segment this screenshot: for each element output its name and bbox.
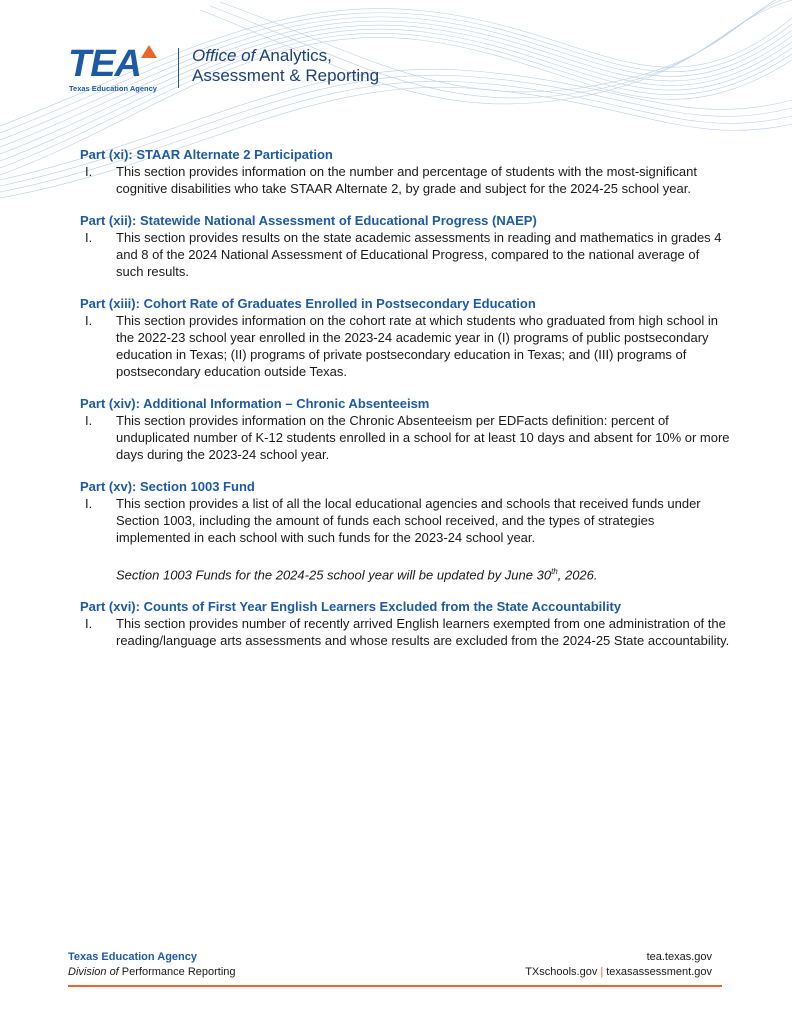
- note-text-end: , 2026.: [557, 567, 598, 583]
- footer-agency: Texas Education Agency: [68, 951, 197, 963]
- note-superscript: th: [551, 567, 558, 576]
- section-heading: Part (xvi): Counts of First Year English Learners Excluded from the State Accountability: [80, 599, 622, 615]
- section-xv: [80, 478, 730, 583]
- logo-letters: TEA: [68, 43, 141, 85]
- item-numeral: I.: [85, 413, 93, 428]
- section-heading: Part (xiv): Additional Information – Chronic Absenteeism: [80, 396, 430, 411]
- list-item: [80, 412, 730, 463]
- list-item: [80, 312, 730, 380]
- section-xvi: [80, 598, 730, 649]
- footer-division: [68, 965, 236, 980]
- logo-subtitle: Texas Education Agency: [69, 84, 157, 93]
- item-text: This section provides a list of all the local educational agencies and schools that received funds under Section 1003, including the amount of funds each school received, and the types of strategies implemented in each school with such funds for the 2023-24 school year.: [116, 496, 701, 545]
- section-xiv: [80, 395, 730, 463]
- item-numeral: I.: [85, 616, 93, 632]
- item-numeral: I.: [85, 164, 93, 179]
- footer-right: [525, 950, 712, 980]
- item-text: This section provides information on the cohort rate at which students who graduated from high school in the 2022-23 school year enrolled in the 2023-24 academic year in (I) programs of public postsecondary education in Texas; (II) programs of private postsecondary education in Texas; and (III) programs of postsecondary education outside Texas.: [116, 313, 718, 379]
- office-line2: Assessment & Reporting: [192, 66, 380, 85]
- header-divider: [178, 48, 179, 88]
- main-content: [80, 146, 730, 664]
- division-rest: Performance Reporting: [118, 966, 236, 978]
- section-heading: Part (xi): STAAR Alternate 2 Participation: [80, 147, 333, 162]
- office-title: [192, 46, 379, 86]
- footer-rule: [68, 985, 722, 987]
- office-line1-rest: Analytics,: [255, 46, 332, 65]
- footer-pipe: |: [600, 966, 604, 978]
- footer-left: [68, 950, 236, 980]
- footer-links-row: [525, 965, 712, 980]
- footer-link-texasassessment[interactable]: texasassessment.gov: [606, 966, 712, 978]
- section-heading: Part (xiii): Cohort Rate of Graduates Enrolled in Postsecondary Education: [80, 296, 536, 311]
- section-xii: [80, 212, 730, 280]
- item-text: This section provides information on the number and percentage of students with the most-significant cognitive disabilities who take STAAR Alternate 2, by grade and subject for the 2024-25 school year.: [116, 164, 697, 196]
- item-text: This section provides information on the Chronic Absenteeism per EDFacts definition: percent of unduplicated number of K-12 students enrolled in a school for at least 10 days and absent for 10% or more days during the 2023-24 school year.: [116, 413, 730, 462]
- list-item: [80, 163, 730, 197]
- footer-link-txschools[interactable]: TXschools.gov: [525, 966, 598, 978]
- item-text: This section provides number of recently arrived English learners exempted from one administration of the reading/language arts assessments and whose results are excluded from the 2024-25 State accountability.: [116, 616, 730, 649]
- item-numeral: I.: [85, 230, 93, 245]
- list-item: [80, 229, 730, 280]
- list-item: [80, 495, 730, 546]
- item-text: This section provides results on the state academic assessments in reading and mathematics in grades 4 and 8 of the 2024 National Assessment of Educational Progress, compared to the national average of such results.: [116, 230, 722, 279]
- office-prefix: Office of: [192, 46, 256, 65]
- list-item: [80, 615, 730, 649]
- section-heading: Part (xv): Section 1003 Fund: [80, 479, 255, 494]
- section-xi: [80, 146, 730, 197]
- item-numeral: I.: [85, 313, 93, 328]
- section-xiii: [80, 295, 730, 380]
- tea-logo: [68, 44, 166, 96]
- logo-flag-icon: [141, 45, 157, 58]
- section-1003-note: [116, 563, 730, 583]
- note-text: Section 1003 Funds for the 2024-25 school year will be updated by June 30: [116, 567, 552, 583]
- footer-link-tea[interactable]: tea.texas.gov: [646, 951, 712, 963]
- section-heading: Part (xii): Statewide National Assessment of Educational Progress (NAEP): [80, 213, 537, 228]
- item-numeral: I.: [85, 496, 93, 511]
- division-prefix: Division of: [68, 966, 119, 978]
